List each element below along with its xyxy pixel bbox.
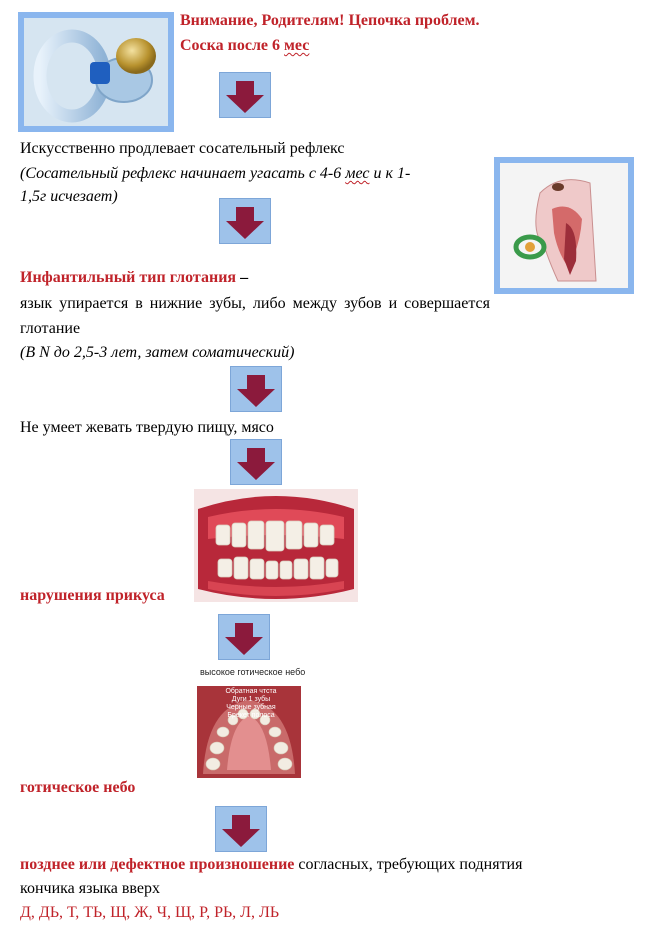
- pacifier-image-frame: [18, 12, 174, 132]
- pacifier-illustration: [24, 18, 168, 126]
- step4-title: нарушения прикуса: [20, 587, 165, 604]
- step6-sounds: Д, ДЬ, Т, ТЬ, Щ, Ж, Ч, Щ, Р, РЬ, Л, ЛЬ: [20, 904, 280, 921]
- gothic-palate-caption: высокое готическое небо: [200, 667, 306, 677]
- step6-text-line2: кончика языка вверх: [20, 880, 160, 897]
- throat-image-frame: [494, 157, 634, 294]
- down-arrow-icon: [219, 72, 271, 118]
- palate-photo-labels: Обратная чтста Дуги 1 зубы Черные зубная Брекет полоса: [225, 688, 277, 719]
- open-bite-teeth-photo: [194, 489, 358, 602]
- step6-text: позднее или дефектное произношение согласных, требующих поднятия: [20, 856, 523, 873]
- step2-title: Инфантильный тип глотания –: [20, 269, 249, 286]
- step1-main-text: Искусственно продлевает сосательный рефлекс: [20, 140, 345, 157]
- throat-diagram-illustration: [500, 163, 628, 288]
- step1-note: (Сосательный рефлекс начинает угасать с 4-6 мес и к 1- 1,5г исчезает): [20, 165, 411, 205]
- step2-text: язык упирается в нижние зубы, либо между зубов и совершается глотание: [20, 295, 490, 337]
- down-arrow-icon: [218, 614, 270, 660]
- palate-photo: [197, 686, 301, 778]
- down-arrow-icon: [230, 366, 282, 412]
- teeth-photo: [194, 489, 358, 602]
- step5-title: готическое небо: [20, 779, 136, 796]
- down-arrow-icon: [215, 806, 267, 852]
- down-arrow-icon: [230, 439, 282, 485]
- step3-text: Не умеет жевать твердую пищу, мясо: [20, 419, 274, 436]
- step2-note: (В N до 2,5-3 лет, затем соматический): [20, 344, 295, 361]
- down-arrow-icon: [219, 198, 271, 244]
- header-title: Внимание, Родителям! Цепочка проблем.: [180, 12, 480, 29]
- header-subtitle: Соска после 6 мес: [180, 37, 310, 54]
